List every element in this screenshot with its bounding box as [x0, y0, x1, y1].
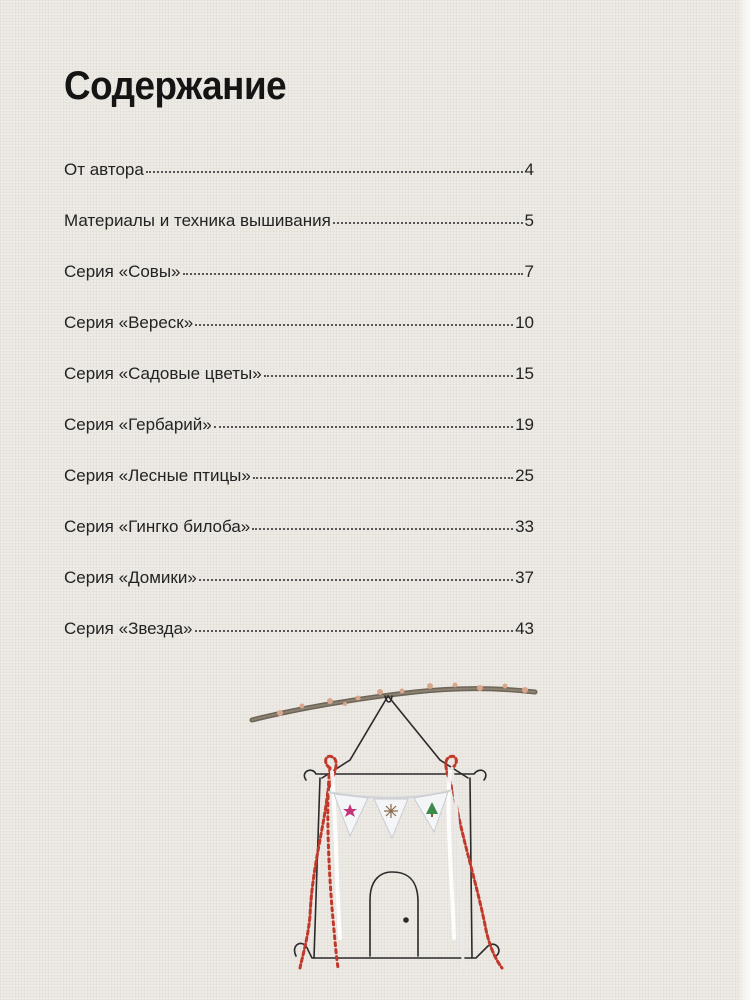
toc-item[interactable] — [64, 313, 534, 364]
toc-leader-dots — [264, 374, 513, 377]
toc-item-label: Серия «Звезда» — [64, 619, 193, 638]
wire-house-illustration — [240, 668, 550, 988]
toc-item[interactable] — [64, 619, 534, 670]
toc-item-page: 33 — [515, 517, 534, 536]
toc-item[interactable] — [64, 517, 534, 568]
toc-item-page: 37 — [515, 568, 534, 587]
toc-item[interactable] — [64, 262, 534, 313]
toc-item[interactable] — [64, 364, 534, 415]
toc-item[interactable] — [64, 568, 534, 619]
toc-leader-dots — [252, 527, 513, 530]
toc-item[interactable] — [64, 415, 534, 466]
toc-item-page: 15 — [515, 364, 534, 383]
toc-leader-dots — [214, 425, 513, 428]
toc-item-label: Серия «Гербарий» — [64, 415, 212, 434]
table-of-contents — [64, 160, 534, 670]
toc-item-label: Серия «Домики» — [64, 568, 197, 587]
toc-item-label: От автора — [64, 160, 144, 179]
toc-leader-dots — [333, 221, 523, 224]
toc-item[interactable] — [64, 211, 534, 262]
toc-item-page: 25 — [515, 466, 534, 485]
page-edge — [738, 0, 750, 1000]
toc-item-label: Серия «Лесные птицы» — [64, 466, 251, 485]
toc-leader-dots — [195, 323, 513, 326]
twig-branch — [252, 683, 535, 721]
toc-item-page: 7 — [524, 262, 534, 281]
toc-item-page: 19 — [515, 415, 534, 434]
toc-item[interactable] — [64, 466, 534, 517]
toc-leader-dots — [195, 629, 514, 632]
bunting-pennants — [328, 790, 452, 838]
toc-item-label: Серия «Совы» — [64, 262, 181, 281]
toc-item-label: Серия «Вереск» — [64, 313, 194, 332]
page-title: Содержание — [64, 64, 287, 108]
toc-leader-dots — [146, 170, 523, 173]
toc-item-label: Серия «Гингко билоба» — [64, 517, 251, 536]
toc-item-page: 43 — [515, 619, 534, 638]
toc-leader-dots — [199, 578, 513, 581]
toc-leader-dots — [253, 476, 513, 479]
toc-leader-dots — [183, 272, 523, 275]
toc-item-page: 10 — [515, 313, 534, 332]
snowflake-icon — [384, 804, 398, 818]
toc-item-label: Серия «Садовые цветы» — [64, 364, 262, 383]
toc-item-label: Материалы и техника вышивания — [64, 211, 331, 230]
toc-item-page: 4 — [524, 160, 534, 179]
toc-item[interactable] — [64, 160, 534, 211]
toc-item-page: 5 — [524, 211, 534, 230]
